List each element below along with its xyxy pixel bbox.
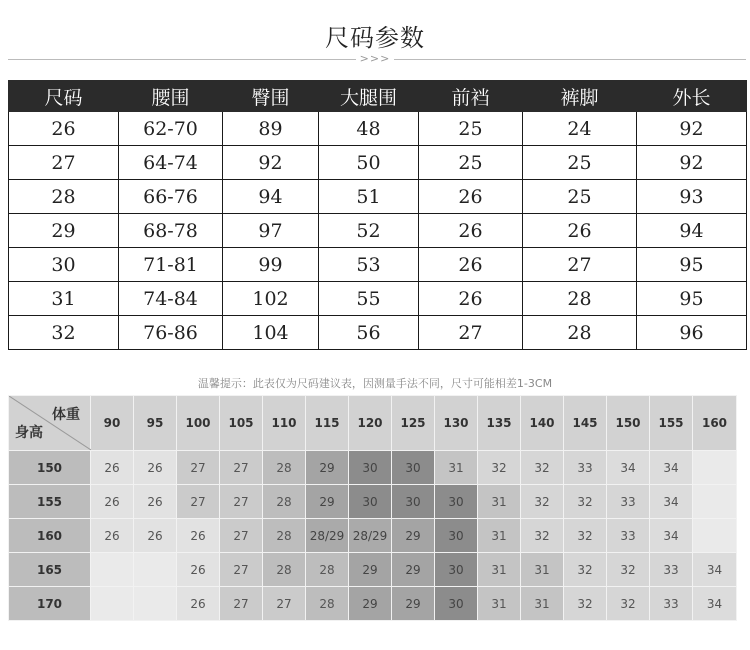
recommended-size-cell: 31 — [478, 519, 521, 553]
size-header-cell: 外长 — [637, 81, 747, 112]
weight-header-cell: 125 — [392, 396, 435, 451]
recommended-size-cell: 31 — [435, 451, 478, 485]
height-label-cell: 160 — [9, 519, 91, 553]
recommendation-table — [8, 395, 737, 621]
recommended-size-cell: 30 — [392, 451, 435, 485]
size-table-row — [9, 214, 747, 248]
recommended-size-cell: 31 — [478, 553, 521, 587]
recommended-size-cell: 32 — [521, 519, 564, 553]
height-row — [9, 519, 737, 553]
weight-header-cell: 155 — [650, 396, 693, 451]
recommended-size-cell — [693, 485, 737, 519]
height-label-cell: 155 — [9, 485, 91, 519]
recommended-size-cell: 30 — [435, 587, 478, 621]
recommended-size-cell: 30 — [435, 485, 478, 519]
size-header-cell: 尺码 — [9, 81, 119, 112]
recommended-size-cell: 30 — [349, 451, 392, 485]
weight-header-cell: 150 — [607, 396, 650, 451]
size-cell: 94 — [637, 214, 747, 248]
size-cell: 97 — [223, 214, 319, 248]
size-cell: 74-84 — [119, 282, 223, 316]
height-label-cell: 165 — [9, 553, 91, 587]
recommended-size-cell: 26 — [134, 519, 177, 553]
size-cell: 32 — [9, 316, 119, 350]
size-cell: 92 — [637, 146, 747, 180]
size-header-cell: 前裆 — [419, 81, 523, 112]
size-cell: 53 — [319, 248, 419, 282]
recommended-size-cell: 26 — [134, 485, 177, 519]
recommended-size-cell: 33 — [650, 553, 693, 587]
size-cell: 25 — [419, 146, 523, 180]
recommended-size-cell: 28/29 — [306, 519, 349, 553]
weight-header-cell: 110 — [263, 396, 306, 451]
size-cell: 64-74 — [119, 146, 223, 180]
size-cell: 68-78 — [119, 214, 223, 248]
recommended-size-cell: 34 — [693, 553, 737, 587]
weight-label: 体重 — [52, 407, 80, 423]
recommended-size-cell: 33 — [650, 587, 693, 621]
recommended-size-cell: 33 — [607, 519, 650, 553]
recommended-size-cell: 29 — [306, 451, 349, 485]
recommended-size-cell: 32 — [564, 587, 607, 621]
weight-header-cell: 145 — [564, 396, 607, 451]
size-cell: 104 — [223, 316, 319, 350]
recommendation-body — [9, 396, 737, 621]
size-cell: 24 — [523, 112, 637, 146]
size-cell: 76-86 — [119, 316, 223, 350]
size-cell: 89 — [223, 112, 319, 146]
size-cell: 28 — [9, 180, 119, 214]
size-cell: 27 — [419, 316, 523, 350]
height-row — [9, 485, 737, 519]
weight-header-cell: 95 — [134, 396, 177, 451]
size-cell: 26 — [419, 248, 523, 282]
recommended-size-cell: 30 — [435, 519, 478, 553]
page-title: 尺码参数 — [325, 24, 425, 52]
size-cell: 26 — [523, 214, 637, 248]
recommended-size-cell — [693, 519, 737, 553]
recommended-size-cell: 32 — [564, 485, 607, 519]
size-cell: 66-76 — [119, 180, 223, 214]
recommended-size-cell: 27 — [220, 451, 263, 485]
size-recommendation-grid — [8, 395, 736, 615]
weight-header-cell: 160 — [693, 396, 737, 451]
recommended-size-cell: 29 — [349, 587, 392, 621]
size-cell: 55 — [319, 282, 419, 316]
recommended-size-cell: 31 — [521, 553, 564, 587]
size-cell: 93 — [637, 180, 747, 214]
size-table — [8, 80, 747, 350]
height-row — [9, 553, 737, 587]
recommended-size-cell: 33 — [607, 485, 650, 519]
size-cell: 96 — [637, 316, 747, 350]
height-row — [9, 451, 737, 485]
weight-header-cell: 120 — [349, 396, 392, 451]
recommended-size-cell: 27 — [220, 519, 263, 553]
size-cell: 71-81 — [119, 248, 223, 282]
recommended-size-cell: 26 — [91, 519, 134, 553]
size-cell: 27 — [9, 146, 119, 180]
recommended-size-cell: 26 — [177, 519, 220, 553]
recommended-size-cell: 31 — [478, 587, 521, 621]
size-cell: 27 — [523, 248, 637, 282]
weight-header-cell: 90 — [91, 396, 134, 451]
recommended-size-cell — [91, 587, 134, 621]
size-cell: 48 — [319, 112, 419, 146]
size-header-cell: 裤脚 — [523, 81, 637, 112]
size-cell: 26 — [419, 282, 523, 316]
size-cell: 52 — [319, 214, 419, 248]
size-cell: 102 — [223, 282, 319, 316]
recommended-size-cell — [134, 553, 177, 587]
recommended-size-cell: 26 — [177, 553, 220, 587]
size-table-row — [9, 282, 747, 316]
recommended-size-cell: 29 — [392, 519, 435, 553]
weight-header-cell: 105 — [220, 396, 263, 451]
recommended-size-cell: 32 — [521, 451, 564, 485]
recommended-size-cell: 26 — [134, 451, 177, 485]
recommended-size-cell: 27 — [177, 485, 220, 519]
size-header-cell: 腰围 — [119, 81, 223, 112]
size-cell: 30 — [9, 248, 119, 282]
recommended-size-cell: 28 — [263, 553, 306, 587]
size-header-cell: 大腿围 — [319, 81, 419, 112]
recommended-size-cell: 28 — [306, 587, 349, 621]
weight-header-cell: 130 — [435, 396, 478, 451]
height-label-cell: 150 — [9, 451, 91, 485]
size-table-row — [9, 112, 747, 146]
recommended-size-cell: 27 — [263, 587, 306, 621]
size-cell: 92 — [637, 112, 747, 146]
recommended-size-cell: 27 — [220, 553, 263, 587]
recommended-size-cell: 30 — [349, 485, 392, 519]
weight-header-cell: 100 — [177, 396, 220, 451]
recommended-size-cell: 28 — [263, 519, 306, 553]
recommended-size-cell: 26 — [91, 451, 134, 485]
title-rule-right — [394, 59, 746, 60]
size-cell: 51 — [319, 180, 419, 214]
recommendation-header-row — [9, 396, 737, 451]
recommended-size-cell: 28 — [306, 553, 349, 587]
title-arrows: >>> — [359, 52, 391, 65]
size-cell: 62-70 — [119, 112, 223, 146]
recommended-size-cell — [134, 587, 177, 621]
recommended-size-cell: 26 — [91, 485, 134, 519]
recommended-size-cell: 34 — [693, 587, 737, 621]
height-row — [9, 587, 737, 621]
recommended-size-cell: 32 — [521, 485, 564, 519]
size-cell: 95 — [637, 282, 747, 316]
size-table-header — [9, 81, 747, 112]
recommended-size-cell: 32 — [607, 553, 650, 587]
recommended-size-cell — [91, 553, 134, 587]
size-table-row — [9, 316, 747, 350]
size-tip: 温馨提示：此表仅为尺码建议表，因测量手法不同，尺寸可能相差1-3CM — [197, 377, 553, 390]
recommended-size-cell: 31 — [521, 587, 564, 621]
recommended-size-cell: 34 — [607, 451, 650, 485]
recommended-size-cell: 29 — [306, 485, 349, 519]
recommended-size-cell: 26 — [177, 587, 220, 621]
size-header-cell: 臀围 — [223, 81, 319, 112]
size-table-body — [9, 112, 747, 350]
size-cell: 31 — [9, 282, 119, 316]
size-cell: 56 — [319, 316, 419, 350]
weight-header-cell: 115 — [306, 396, 349, 451]
weight-header-cell: 140 — [521, 396, 564, 451]
recommended-size-cell: 33 — [564, 451, 607, 485]
recommended-size-cell: 34 — [650, 485, 693, 519]
size-cell: 25 — [523, 146, 637, 180]
recommended-size-cell: 28 — [263, 451, 306, 485]
recommended-size-cell: 30 — [435, 553, 478, 587]
recommended-size-cell: 34 — [650, 519, 693, 553]
recommended-size-cell: 28/29 — [349, 519, 392, 553]
height-label: 身高 — [15, 425, 43, 441]
size-cell: 26 — [9, 112, 119, 146]
recommended-size-cell: 29 — [392, 553, 435, 587]
size-cell: 26 — [419, 180, 523, 214]
corner-cell — [9, 396, 91, 451]
size-cell: 28 — [523, 282, 637, 316]
recommended-size-cell: 32 — [478, 451, 521, 485]
recommended-size-cell: 32 — [564, 519, 607, 553]
size-table-row — [9, 146, 747, 180]
recommended-size-cell: 27 — [177, 451, 220, 485]
size-cell: 25 — [523, 180, 637, 214]
size-cell: 26 — [419, 214, 523, 248]
size-cell: 92 — [223, 146, 319, 180]
recommended-size-cell: 32 — [607, 587, 650, 621]
weight-header-cell: 135 — [478, 396, 521, 451]
size-cell: 94 — [223, 180, 319, 214]
size-cell: 29 — [9, 214, 119, 248]
recommended-size-cell: 27 — [220, 485, 263, 519]
recommended-size-cell — [693, 451, 737, 485]
recommended-size-cell: 29 — [349, 553, 392, 587]
size-cell: 25 — [419, 112, 523, 146]
size-cell: 50 — [319, 146, 419, 180]
size-cell: 95 — [637, 248, 747, 282]
size-table-row — [9, 248, 747, 282]
recommended-size-cell: 30 — [392, 485, 435, 519]
recommended-size-cell: 27 — [220, 587, 263, 621]
recommended-size-cell: 34 — [650, 451, 693, 485]
size-cell: 28 — [523, 316, 637, 350]
size-table-row — [9, 180, 747, 214]
height-label-cell: 170 — [9, 587, 91, 621]
recommended-size-cell: 31 — [478, 485, 521, 519]
recommended-size-cell: 29 — [392, 587, 435, 621]
recommended-size-cell: 32 — [564, 553, 607, 587]
recommended-size-cell: 28 — [263, 485, 306, 519]
size-cell: 99 — [223, 248, 319, 282]
